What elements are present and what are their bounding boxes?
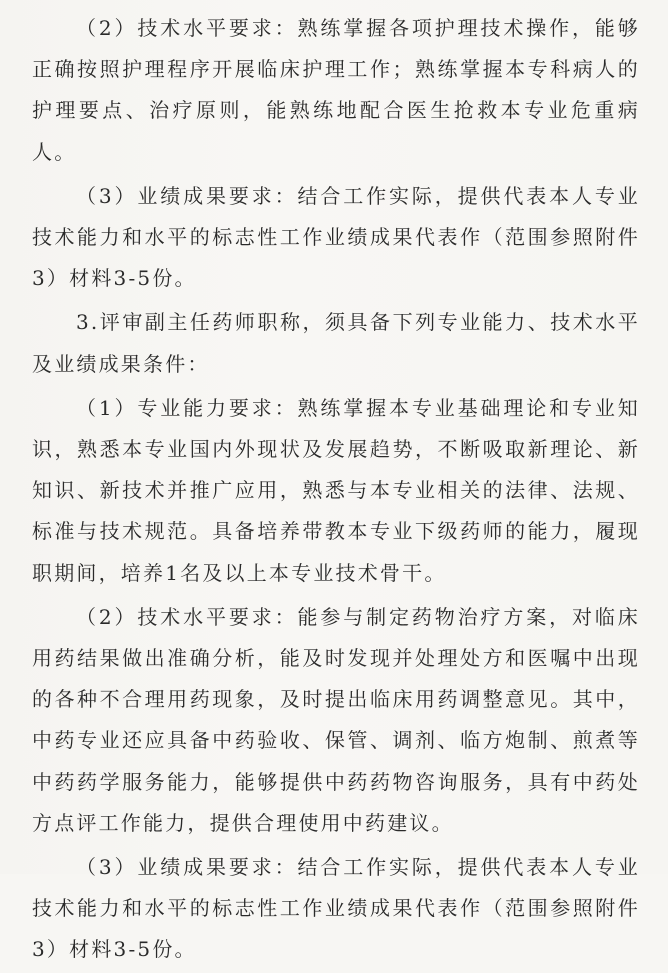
- paragraph-technical-level-pharmacy: （2）技术水平要求：能参与制定药物治疗方案，对临床用药结果做出准确分析，能及时发现并处理处方和医嘱中出现的各种不合理用药现象，及时提出临床用药调整意见。其中，中药专业还应具备中药验收、保管、调剂、临方炮制、煎煮等中药药学服务能力，能够提供中药药物咨询服务，具有中药处方点评工作能力，提供合理使用中药建议。: [32, 604, 640, 835]
- paragraph-pharmacist-title-heading: 3.评审副主任药师职称，须具备下列专业能力、技术水平及业绩成果条件：: [32, 310, 640, 376]
- document-body: [32, 0, 640, 973]
- paragraph-achievement-pharmacy: （3）业绩成果要求：结合工作实际，提供代表本人专业技术能力和水平的标志性工作业绩成果代表作（范围参照附件3）材料3-5份。: [32, 855, 640, 962]
- paragraph-professional-ability: （1）专业能力要求：熟练掌握本专业基础理论和专业知识，熟悉本专业国内外现状及发展趋势，不断吸取新理论、新知识、新技术并推广应用，熟悉与本专业相关的法律、法规、标准与技术规范。具备培养带教本专业下级药师的能力，履现职期间，培养1名及以上本专业技术骨干。: [32, 395, 640, 585]
- paragraph-technical-level-nursing: （2）技术水平要求：熟练掌握各项护理技术操作，能够正确按照护理程序开展临床护理工作；熟练掌握本专科病人的护理要点、治疗原则，能熟练地配合医生抢救本专业危重病人。: [32, 16, 640, 164]
- paragraph-achievement-nursing: （3）业绩成果要求：结合工作实际，提供代表本人专业技术能力和水平的标志性工作业绩成果代表作（范围参照附件3）材料3-5份。: [32, 183, 640, 291]
